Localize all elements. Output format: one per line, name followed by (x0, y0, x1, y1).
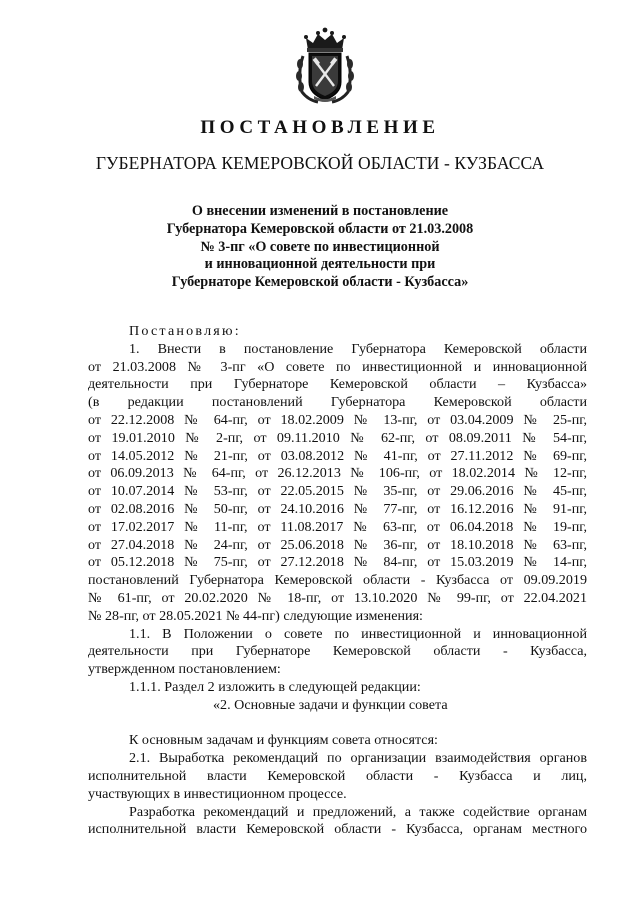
paragraph-line: от 27.04.2018 № 24-пг, от 25.06.2018 № 36-пг, от 18.10.2018 № 63-пг, (88, 536, 587, 553)
paragraph-line: Разработка рекомендаций и предложений, а также содействие органам (129, 803, 587, 820)
paragraph-line: участвующих в инвестиционном процессе. (88, 785, 347, 802)
section-title: «2. Основные задачи и функции совета (213, 696, 448, 713)
paragraph-line: от 17.02.2017 № 11-пг, от 11.08.2017 № 63-пг, от 06.04.2018 № 19-пг, (88, 518, 587, 535)
paragraph-line: исполнительной власти Кемеровской области - Кузбасса, органам местного (88, 821, 587, 838)
coat-of-arms-icon (294, 26, 356, 104)
paragraph-line: от 22.12.2008 № 64-пг, от 18.02.2009 № 13-пг, от 03.04.2009 № 25-пг, (88, 411, 587, 428)
paragraph-line: от 21.03.2008 № 3-пг «О совете по инвестиционной и инновационной (88, 358, 587, 375)
paragraph-line: № 28-пг, от 28.05.2021 № 44-пг) следующие изменения: (88, 607, 423, 624)
paragraph-line: от 19.01.2010 № 2-пг, от 09.11.2010 № 62-пг, от 08.09.2011 № 54-пг, (88, 429, 587, 446)
subject-line: Губернатора Кемеровской области от 21.03.2008 (166, 220, 474, 237)
paragraph-line: (в редакции постановлений Губернатора Кемеровской области (88, 394, 587, 411)
subject-line: Губернаторе Кемеровской области - Кузбасса» (171, 274, 469, 291)
paragraph-line: утвержденном постановлением: (88, 661, 281, 678)
paragraph-line: деятельности при Губернаторе Кемеровской области - Кузбасса, (88, 643, 587, 660)
paragraph-line: 1. Внести в постановление Губернатора Кемеровской области (129, 340, 587, 357)
issuer-heading: ГУБЕРНАТОРА КЕМЕРОВСКОЙ ОБЛАСТИ - КУЗБАССА (95, 153, 545, 173)
subject-line: О внесении изменений в постановление (191, 203, 449, 219)
paragraph-line: № 61-пг, от 20.02.2020 № 18-пг, от 13.10.2020 № 99-пг, от 22.04.2021 (88, 589, 587, 606)
paragraph-line: 2.1. Выработка рекомендаций по организации взаимодействия органов (129, 750, 587, 767)
subject-line: № 3-пг «О совете по инвестиционной (200, 238, 440, 255)
blank-line (88, 715, 587, 733)
paragraph-line: 1.1. В Положении о совете по инвестиционной и инновационной (129, 625, 587, 642)
paragraph-line: деятельности при Губернаторе Кемеровской области – Кузбасса» (88, 376, 587, 393)
paragraph-line: 1.1.1. Раздел 2 изложить в следующей редакции: (129, 678, 421, 695)
paragraph-line: от 14.05.2012 № 21-пг, от 03.08.2012 № 41-пг, от 27.11.2012 № 69-пг, (88, 447, 587, 464)
paragraph-line: исполнительной власти Кемеровской области - Кузбасса и лиц, (88, 767, 587, 784)
paragraph-line: от 05.12.2018 № 75-пг, от 27.12.2018 № 84-пг, от 15.03.2019 № 14-пг, (88, 554, 587, 571)
decree-word: Постановляю: (129, 323, 241, 339)
crown-icon (304, 28, 346, 52)
paragraph-line: от 02.08.2016 № 50-пг, от 24.10.2016 № 77-пг, от 16.12.2016 № 91-пг, (88, 500, 587, 517)
subject-line: и инновационной деятельности при (204, 256, 436, 273)
document-type-heading: ПОСТАНОВЛЕНИЕ (200, 117, 440, 138)
document-body (88, 323, 587, 839)
paragraph-line: К основным задачам и функциям совета относятся: (129, 732, 438, 749)
paragraph-line: от 10.07.2014 № 53-пг, от 22.05.2015 № 35-пг, от 29.06.2016 № 45-пг, (88, 483, 587, 500)
document-subject (0, 203, 640, 292)
paragraph-line: постановлений Губернатора Кемеровской области - Кузбасса от 09.09.2019 (88, 572, 587, 589)
paragraph-line: от 06.09.2013 № 64-пг, от 26.12.2013 № 106-пг, от 18.02.2014 № 12-пг, (88, 465, 587, 482)
